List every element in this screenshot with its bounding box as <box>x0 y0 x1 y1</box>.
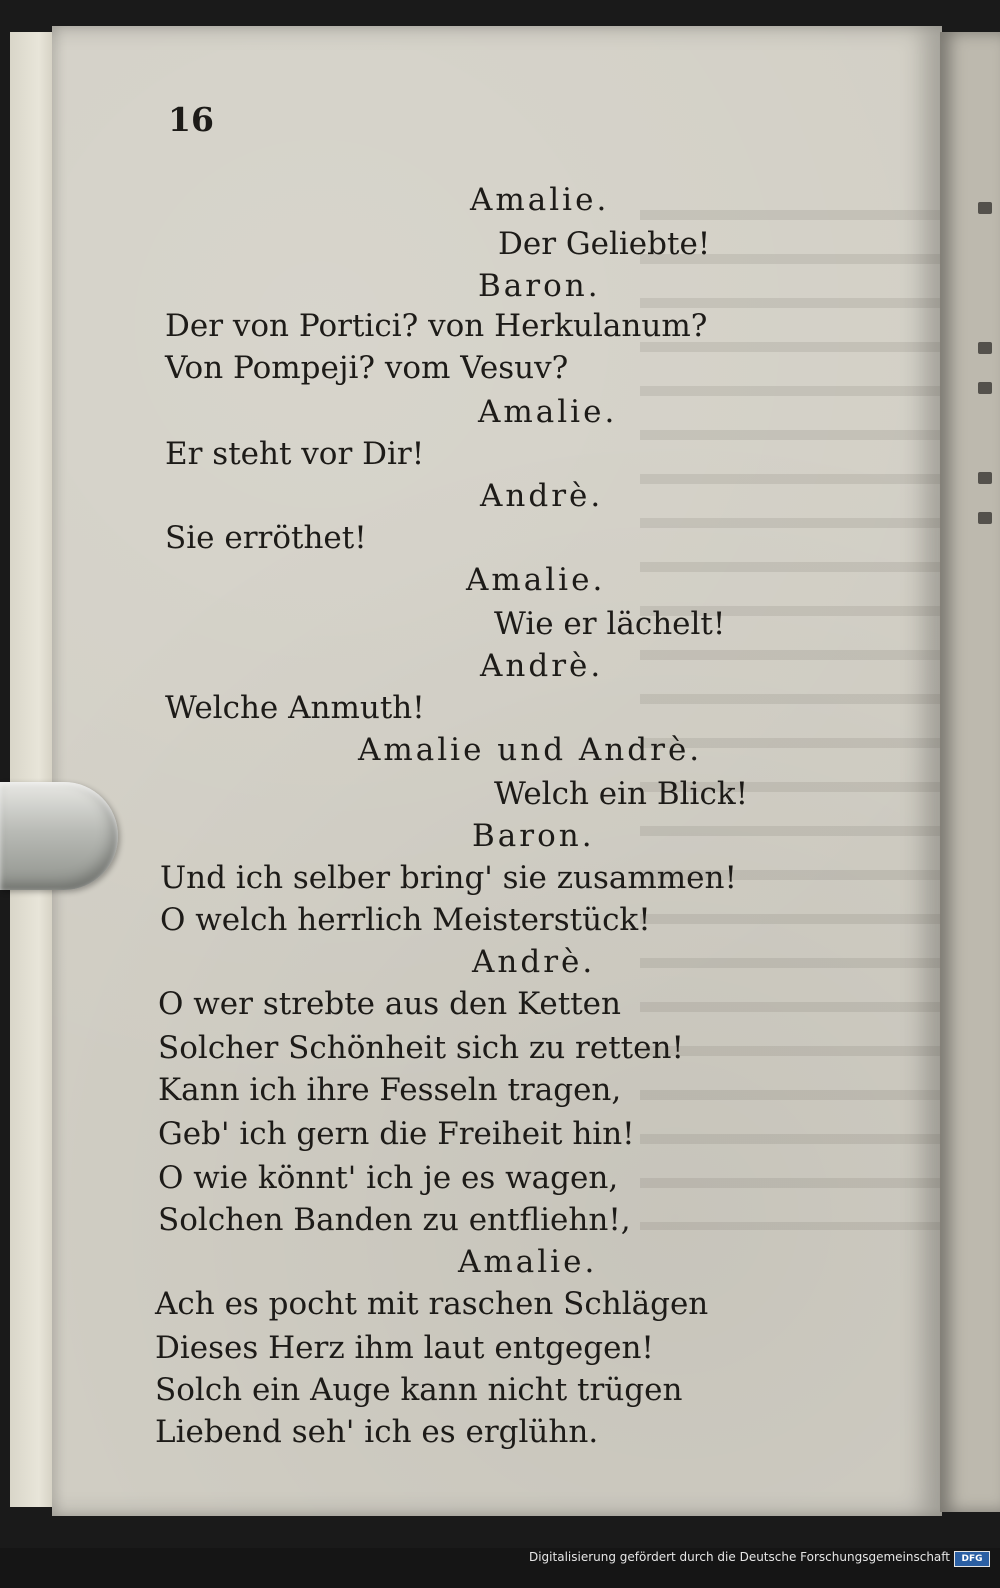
verse-line: Kann ich ihre Fesseln tragen, <box>158 1072 622 1108</box>
speaker-line: Amalie. <box>470 182 610 218</box>
verse-line: Wie er lächelt! <box>494 606 726 642</box>
verse-line: Welche Anmuth! <box>165 690 425 726</box>
speaker-line: Amalie. <box>478 394 618 430</box>
verse-line: O welch herrlich Meisterstück! <box>160 902 651 938</box>
verse-line: Der von Portici? von Herkulanum? <box>165 308 708 344</box>
verse-line: O wie könnt' ich je es wagen, <box>158 1160 619 1196</box>
verse-line: Er steht vor Dir! <box>165 436 425 472</box>
page-number: 16 <box>168 100 214 139</box>
funding-credit: Digitalisierung gefördert durch die Deutsche Forschungsgemeinschaft <box>528 1550 950 1564</box>
verse-line: Der Geliebte! <box>498 226 711 262</box>
verse-line: Ach es pocht mit raschen Schlägen <box>155 1286 709 1322</box>
verse-line: Dieses Herz ihm laut entgegen! <box>155 1330 654 1366</box>
speaker-line: Amalie. <box>458 1244 598 1280</box>
verse-line: Solchen Banden zu entfliehn!, <box>158 1202 631 1238</box>
verse-line: Von Pompeji? vom Vesuv? <box>165 350 569 386</box>
verse-line: Solcher Schönheit sich zu retten! <box>158 1030 684 1066</box>
speaker-line: Baron. <box>478 268 601 304</box>
verse-line: Sie erröthet! <box>165 520 367 556</box>
speaker-line: Andrè. <box>480 478 604 514</box>
dfg-logo <box>954 1551 990 1567</box>
verse-line: Welch ein Blick! <box>494 776 749 812</box>
speaker-line: Amalie. <box>466 562 606 598</box>
verse-line: Und ich selber bring' sie zusammen! <box>160 860 737 896</box>
speaker-line: Andrè. <box>480 648 604 684</box>
speaker-line: Andrè. <box>472 944 596 980</box>
speaker-line: Baron. <box>472 818 595 854</box>
speaker-line: Amalie und Andrè. <box>358 732 703 768</box>
verse-line: Liebend seh' ich es erglühn. <box>155 1414 599 1450</box>
verse-line: O wer strebte aus den Ketten <box>158 986 621 1022</box>
verse-line: Solch ein Auge kann nicht trügen <box>155 1372 683 1408</box>
verse-line: Geb' ich gern die Freiheit hin! <box>158 1116 635 1152</box>
dfg-logo-text: DFG <box>961 1554 983 1564</box>
